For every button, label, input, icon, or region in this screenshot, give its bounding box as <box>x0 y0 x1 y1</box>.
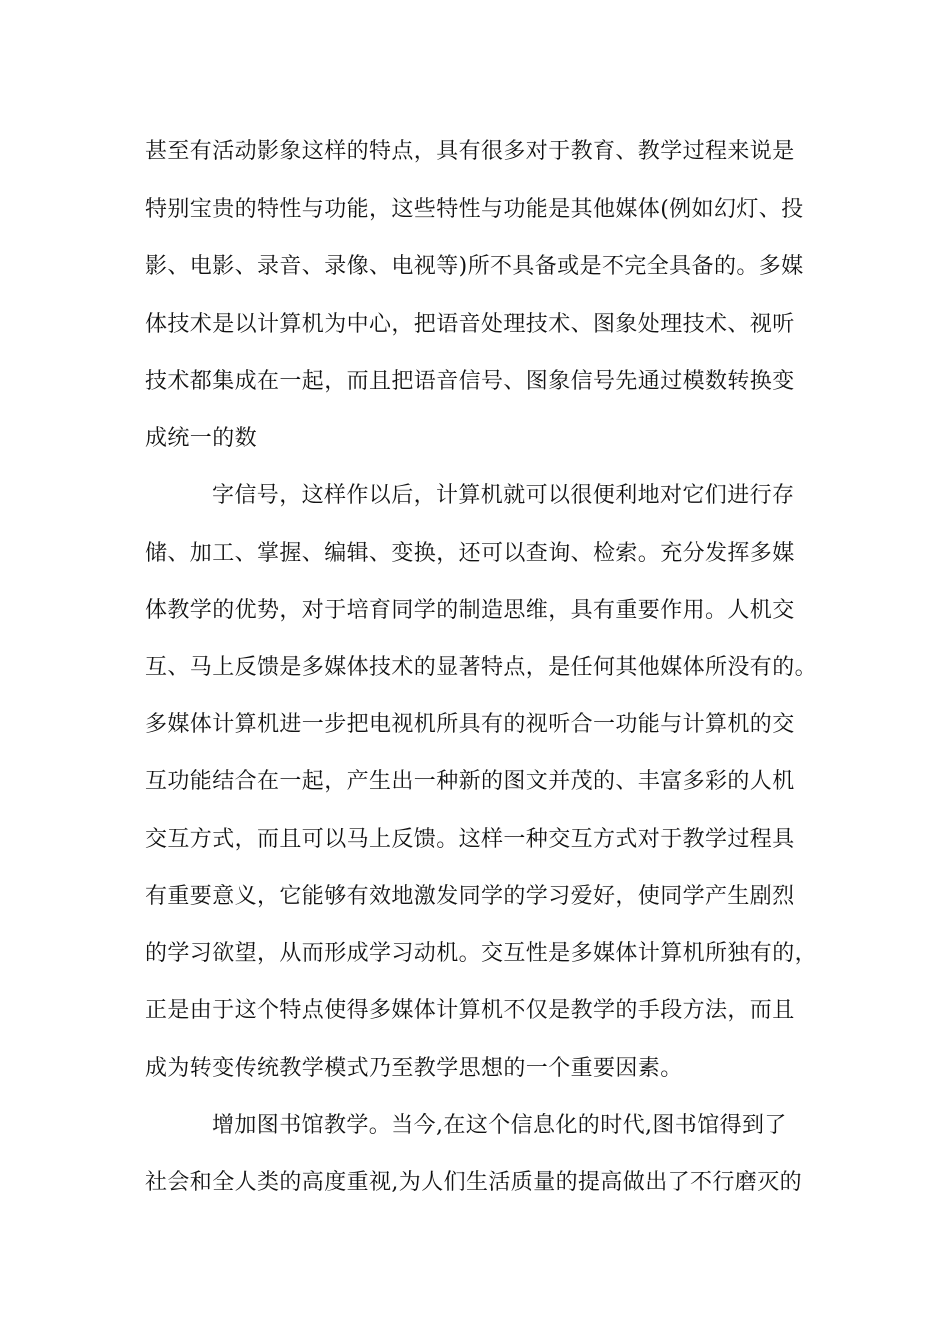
text-line: 多媒体计算机进一步把电视机所具有的视听合一功能与计算机的交 <box>145 712 795 737</box>
text-line: 正是由于这个特点使得多媒体计算机不仅是教学的手段方法，而且 <box>145 998 795 1023</box>
text-line: 体教学的优势，对于培育同学的制造思维，具有重要作用。人机交 <box>145 598 795 623</box>
text-line: 互、马上反馈是多媒体技术的显著特点，是任何其他媒体所没有的。 <box>145 655 818 680</box>
text-line: 交互方式，而且可以马上反馈。这样一种交互方式对于教学过程具 <box>145 827 795 852</box>
text-line: 成统一的数 <box>145 426 258 451</box>
text-line: 特别宝贵的特性与功能，这些特性与功能是其他媒体(例如幻灯、投 <box>145 197 804 222</box>
text-line: 储、加工、掌握、编辑、变换，还可以查询、检索。充分发挥多媒 <box>145 541 795 566</box>
text-line: 甚至有活动影象这样的特点，具有很多对于教育、教学过程来说是 <box>145 139 795 164</box>
paragraph-first-line: 增加图书馆教学。当今,在这个信息化的时代,图书馆得到了 <box>212 1113 787 1138</box>
text-line: 技术都集成在一起，而且把语音信号、图象信号先通过模数转换变 <box>145 369 795 394</box>
text-line: 社会和全人类的高度重视,为人们生活质量的提高做出了不行磨灭的 <box>145 1170 802 1195</box>
text-line: 互功能结合在一起，产生出一种新的图文并茂的、丰富多彩的人机 <box>145 769 795 794</box>
text-line: 成为转变传统教学模式乃至教学思想的一个重要因素。 <box>145 1056 683 1081</box>
text-line: 体技术是以计算机为中心，把语音处理技术、图象处理技术、视听 <box>145 312 795 337</box>
paragraph-first-line: 字信号，这样作以后，计算机就可以很便利地对它们进行存 <box>212 483 795 508</box>
text-line: 的学习欲望，从而形成学习动机。交互性是多媒体计算机所独有的， <box>145 941 818 966</box>
text-line: 影、电影、录音、录像、电视等)所不具备或是不完全具备的。多媒 <box>145 254 804 279</box>
text-line: 有重要意义，它能够有效地激发同学的学习爱好，使同学产生剧烈 <box>145 884 795 909</box>
